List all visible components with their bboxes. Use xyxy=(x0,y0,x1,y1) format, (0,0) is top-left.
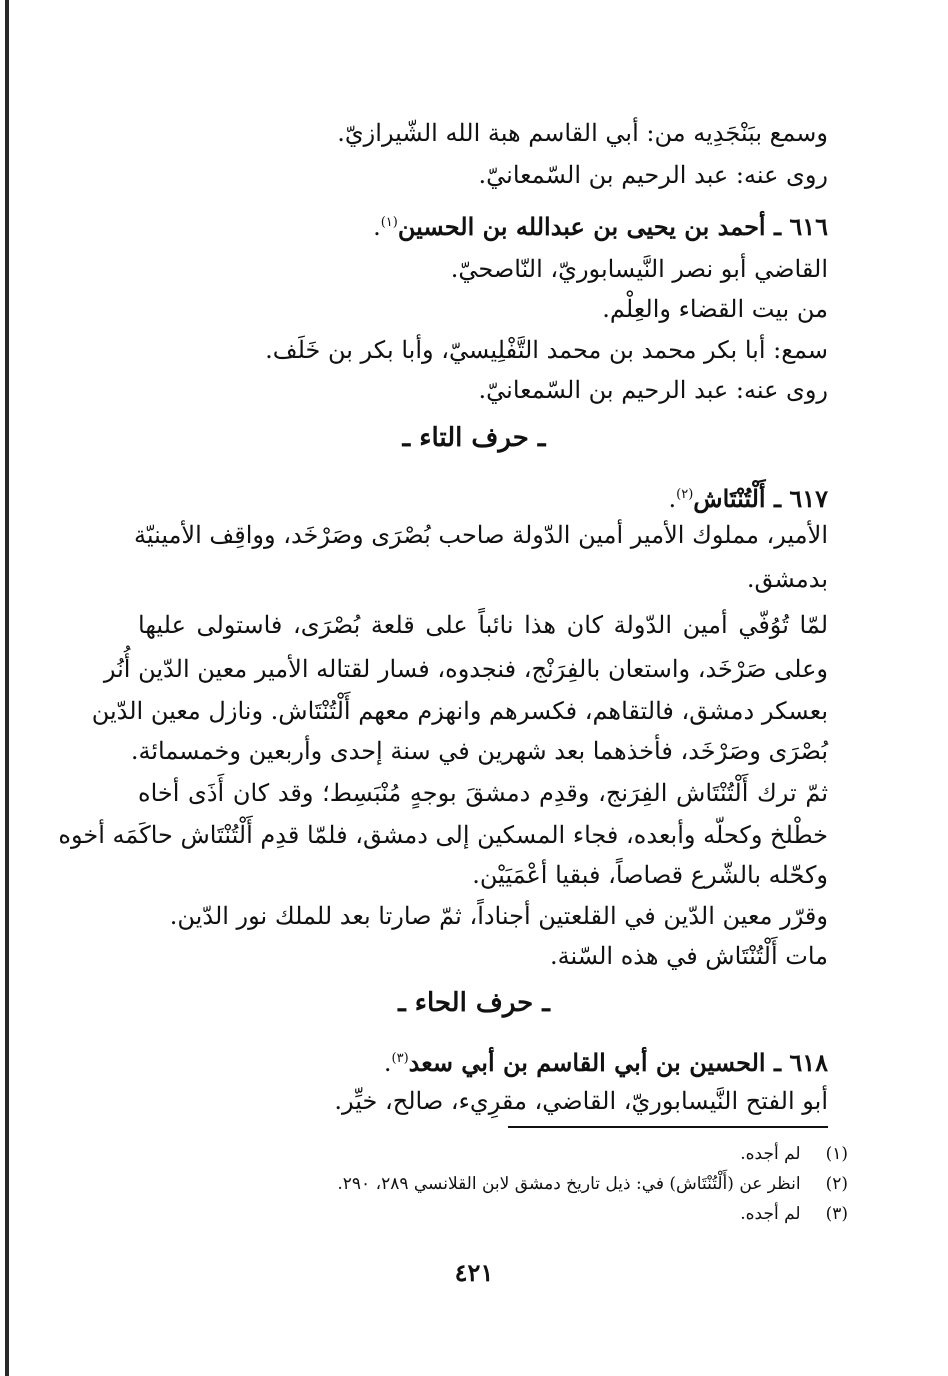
text-line: خطْلخ وكحلّه وأبعده، فجاء المسكين إلى دمشق، فلمّا قدِم أَلْتُنْتَاش حاكَمَه أخوه xyxy=(58,821,828,849)
entry-617-heading: ٦١٧ ـ أَلْتُنْتَاش xyxy=(693,484,828,513)
entry-618-heading: ٦١٨ ـ الحسين بن أبي القاسم بن أبي سعد xyxy=(408,1048,828,1077)
section-heading-haa: ـ حرف الحاء ـ xyxy=(398,988,550,1018)
footnote-1 xyxy=(740,1140,848,1168)
text-line: ثمّ ترك أَلْتُنْتَاش الفِرَنج، وقدِم دمشقَ بوجهٍ مُنْبَسِط؛ وقد كان أَذَى أخاه xyxy=(138,779,828,807)
footnote-number: (٢) xyxy=(825,1174,848,1194)
text-line: من بيت القضاء والعِلْم. xyxy=(602,295,828,323)
footnote-number: (١) xyxy=(825,1144,848,1164)
footnote-ref-1: (١) xyxy=(380,215,398,230)
text-line: سمع: أبا بكر محمد بن محمد التَّفْلِيسيّ، وأبا بكر بن خَلَف. xyxy=(265,336,828,364)
entry-617-end: . xyxy=(668,485,677,513)
text-line: بُصْرَى وصَرْخَد، فأخذهما بعد شهرين في سنة إحدى وأربعين وخمسمائة. xyxy=(130,737,828,765)
footnote-2 xyxy=(337,1170,848,1198)
entry-617-line xyxy=(668,476,828,518)
entry-616-heading: ٦١٦ ـ أحمد بن يحيى بن عبدالله بن الحسين xyxy=(397,212,828,241)
text-line: أبو الفتح النَّيسابوريّ، القاضي، مقرِيء، صالح، خيِّر. xyxy=(334,1087,828,1115)
text-line: وقرّر معين الدّين في القلعتين أجناداً، ثمّ صارتا بعد للملك نور الدّين. xyxy=(169,902,828,930)
footnote-ref-2: (٢) xyxy=(676,487,694,502)
footnote-separator xyxy=(508,1126,828,1128)
text-line: لمّا تُوُفّي أمين الدّولة كان هذا نائباً على قلعة بُصْرَى، فاستولى عليها xyxy=(138,611,828,639)
text-line: وكحّله بالشّرع قصاصاً، فبقيا أعْمَيَيْن. xyxy=(472,861,828,889)
entry-618-end: . xyxy=(383,1049,392,1077)
text-line: روى عنه: عبد الرحيم بن السّمعانيّ. xyxy=(478,376,828,404)
footnote-3 xyxy=(740,1200,848,1228)
entry-618-line xyxy=(384,1040,828,1082)
section-heading-taa: ـ حرف التاء ـ xyxy=(402,423,546,453)
text-line: مات أَلْتُنْتَاش في هذه السّنة. xyxy=(549,942,828,970)
text-line: بدمشق. xyxy=(746,565,828,593)
footnote-text: لم أجده. xyxy=(740,1144,801,1164)
footnote-ref-3: (٣) xyxy=(391,1051,409,1066)
footnote-text: لم أجده. xyxy=(740,1204,801,1224)
text-line: وسمع ببَنْجَدِيه من: أبي القاسم هبة الله الشّيرازيّ. xyxy=(337,119,828,147)
text-line: بعسكر دمشق، فالتقاهم، فكسرهم وانهزم معهم أَلْتُنْتَاش. ونازل معين الدّين xyxy=(91,697,828,725)
text-line: روى عنه: عبد الرحيم بن السّمعانيّ. xyxy=(478,161,828,189)
footnote-text: انظر عن (أَلْتُنْتَاش) في: ذيل تاريخ دمشق لابن القلانسي ٢٨٩، ٢٩٠. xyxy=(337,1174,801,1194)
page-number: ٤٢١ xyxy=(454,1258,494,1287)
text-line: الأمير، مملوك الأمير أمين الدّولة صاحب بُصْرَى وصَرْخَد، وواقِف الأمينيّة xyxy=(133,521,828,549)
entry-616-line xyxy=(373,204,828,246)
text-line: وعلى صَرْخَد، واستعان بالفِرَنْج، فنجدوه، فسار لقتاله الأمير معين الدّين أُنُر xyxy=(103,655,828,683)
entry-616-end: . xyxy=(373,213,381,241)
text-line: القاضي أبو نصر النَّيسابوريّ، النّاصحيّ. xyxy=(450,255,828,283)
footnote-number: (٣) xyxy=(825,1204,848,1224)
